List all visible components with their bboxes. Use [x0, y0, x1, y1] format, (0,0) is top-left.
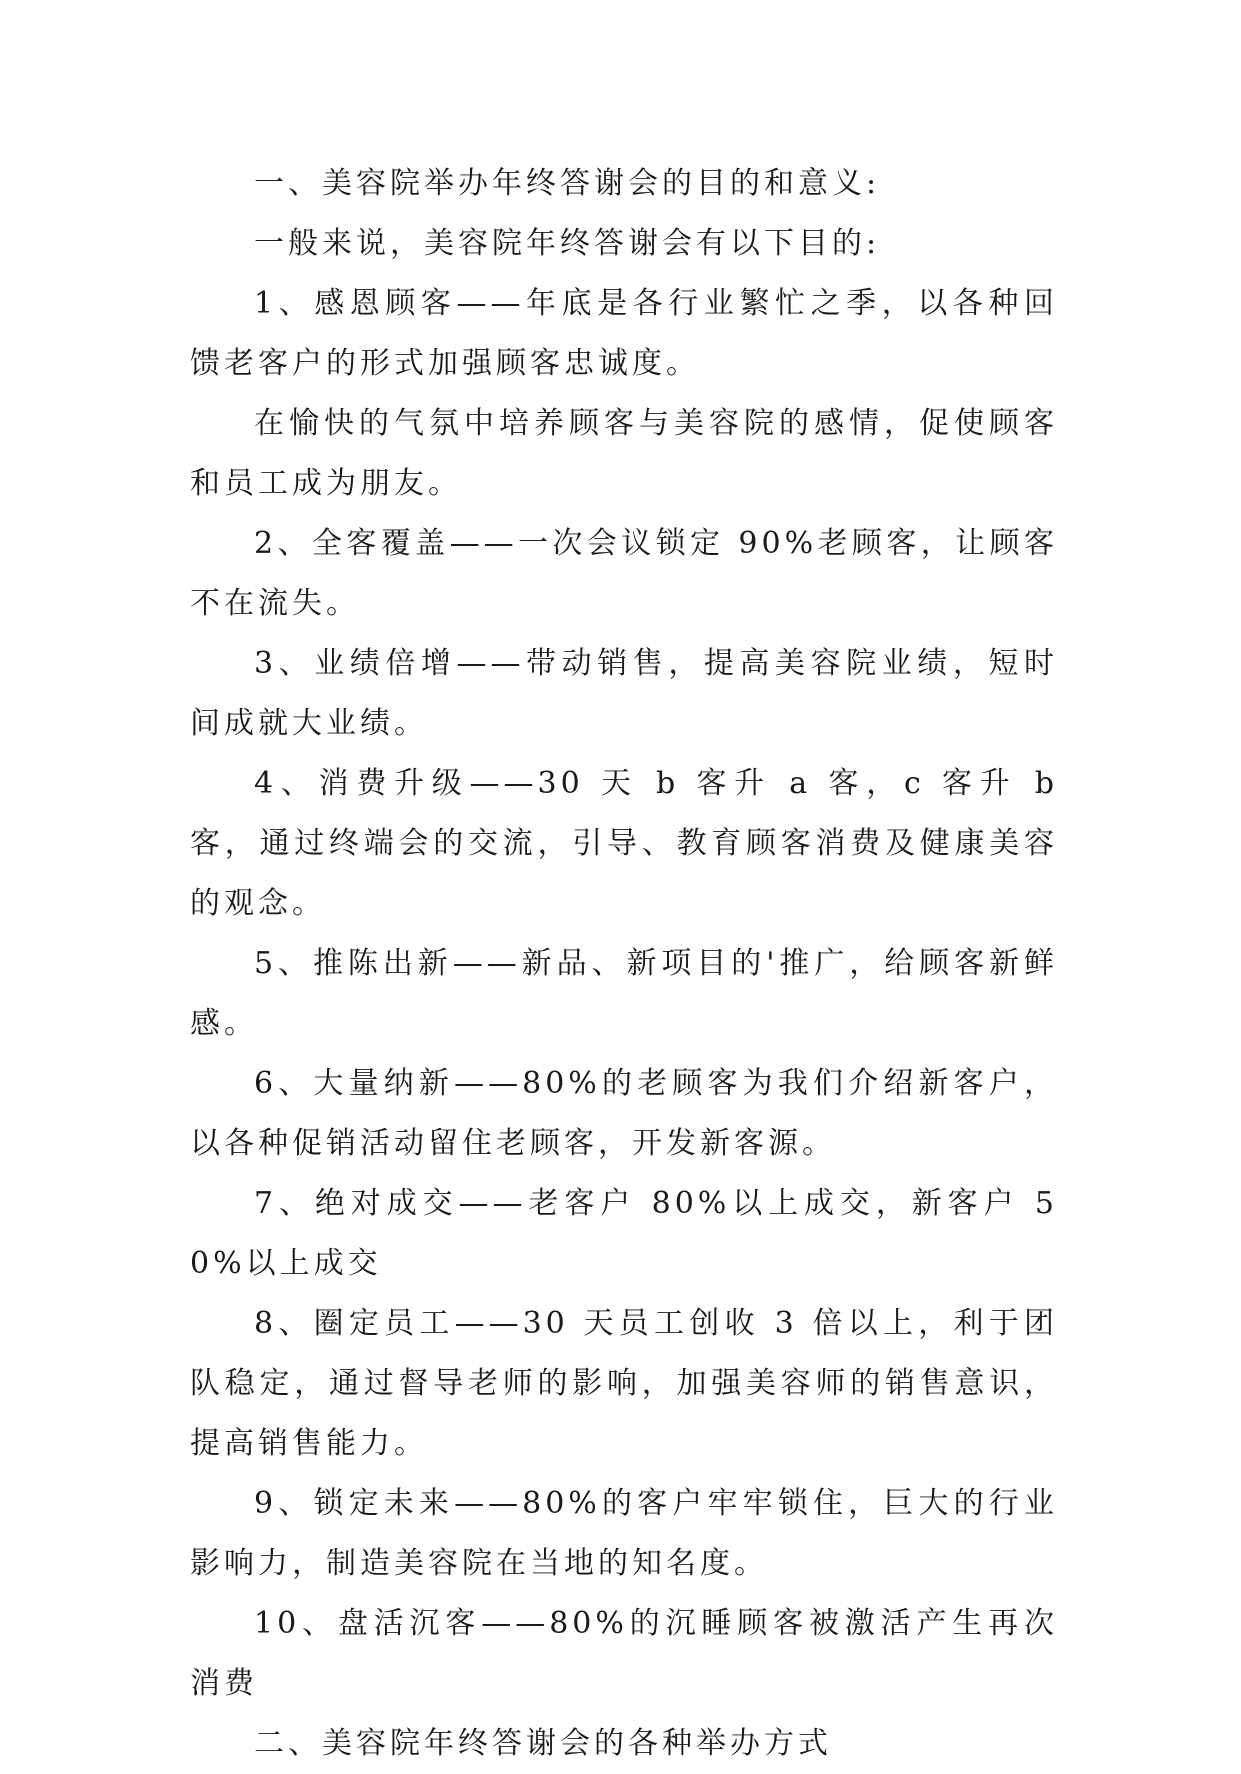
list-item-1-continued: 在愉快的气氛中培养顾客与美容院的感情，促使顾客和员工成为朋友。: [190, 406, 1058, 501]
list-item-10: 10、盘活沉客——80%的沉睡顾客被激活产生再次消费: [190, 1606, 1058, 1701]
list-item-7: 7、绝对成交——老客户 80%以上成交，新客户 50%以上成交: [190, 1186, 1058, 1281]
document-page: [190, 154, 1058, 1774]
list-item-8: 8、圈定员工——30 天员工创收 3 倍以上，利于团队稳定，通过督导老师的影响，加强美容师的销售意识，提高销售能力。: [190, 1306, 1058, 1461]
list-item-5: 5、推陈出新——新品、新项目的'推广，给顾客新鲜感。: [190, 946, 1058, 1041]
list-item-4: 4、消费升级——30 天 b 客升 a 客，c 客升 b 客，通过终端会的交流，引导、教育顾客消费及健康美容的观念。: [190, 766, 1058, 921]
list-item-9: 9、锁定未来——80%的客户牢牢锁住，巨大的行业影响力，制造美容院在当地的知名度。: [190, 1486, 1058, 1581]
list-item-3: 3、业绩倍增——带动销售，提高美容院业绩，短时间成就大业绩。: [190, 646, 1058, 741]
list-item-6: 6、大量纳新——80%的老顾客为我们介绍新客户，以各种促销活动留住老顾客，开发新客源。: [190, 1066, 1058, 1161]
list-item-2: 2、全客覆盖——一次会议锁定 90%老顾客，让顾客不在流失。: [190, 526, 1058, 621]
intro-paragraph: 一般来说，美容院年终答谢会有以下目的:: [254, 226, 881, 261]
section-heading-2: 二、美容院年终答谢会的各种举办方式: [254, 1726, 832, 1761]
section-heading-1: 一、美容院举办年终答谢会的目的和意义:: [254, 166, 881, 201]
list-item-1: 1、感恩顾客——年底是各行业繁忙之季，以各种回馈老客户的形式加强顾客忠诚度。: [190, 286, 1058, 381]
